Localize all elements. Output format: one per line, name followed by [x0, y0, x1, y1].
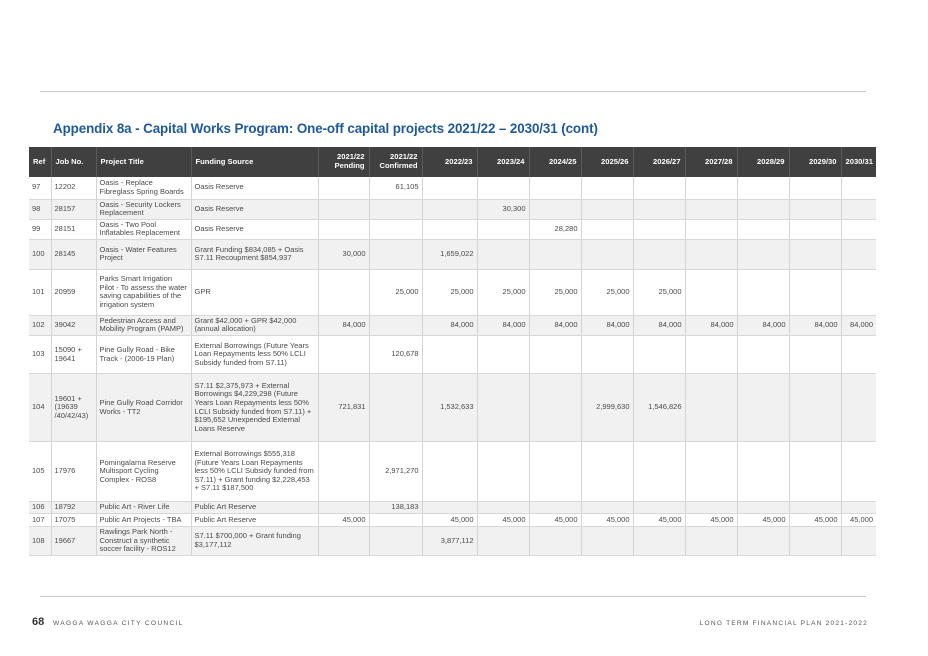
amount-cell [841, 336, 876, 374]
amount-cell: 45,000 [737, 514, 789, 527]
amount-cell [633, 219, 685, 239]
amount-cell [529, 442, 581, 502]
amount-cell [841, 239, 876, 269]
table-row [29, 514, 876, 527]
amount-cell: 1,659,022 [422, 239, 477, 269]
funding-source-cell: Grant $42,000 + GPR $42,000 (annual allocation) [191, 315, 318, 335]
ref-cell: 101 [29, 269, 51, 315]
amount-cell [318, 199, 369, 219]
amount-cell [318, 269, 369, 315]
amount-cell [737, 336, 789, 374]
project-title-cell: Public Art - River Life [96, 502, 191, 514]
amount-cell: 84,000 [685, 315, 737, 335]
amount-cell [581, 199, 633, 219]
column-header: 2030/31 [841, 147, 876, 177]
column-header: 2024/25 [529, 147, 581, 177]
column-header: 2021/22 Confirmed [369, 147, 422, 177]
amount-cell [529, 336, 581, 374]
table-row [29, 336, 876, 374]
amount-cell [633, 239, 685, 269]
project-title-cell: Public Art Projects - TBA [96, 514, 191, 527]
amount-cell: 84,000 [422, 315, 477, 335]
amount-cell [737, 269, 789, 315]
amount-cell [369, 527, 422, 556]
amount-cell: 45,000 [477, 514, 529, 527]
amount-cell [685, 527, 737, 556]
amount-cell [318, 442, 369, 502]
amount-cell: 84,000 [529, 315, 581, 335]
column-header: Project Title [96, 147, 191, 177]
amount-cell: 120,678 [369, 336, 422, 374]
amount-cell [529, 199, 581, 219]
column-header: Job No. [51, 147, 96, 177]
table-row [29, 177, 876, 199]
amount-cell: 25,000 [581, 269, 633, 315]
amount-cell [581, 177, 633, 199]
amount-cell [841, 442, 876, 502]
column-header: Ref [29, 147, 51, 177]
project-title-cell: Pedestrian Access and Mobility Program (PAMP) [96, 315, 191, 335]
project-title-cell: Pine Gully Road Corridor Works - TT2 [96, 374, 191, 442]
amount-cell [633, 336, 685, 374]
amount-cell [477, 442, 529, 502]
amount-cell [685, 177, 737, 199]
funding-source-cell: External Borrowings $555,318 (Future Years Loan Repayments less 50% LCLI Subsidy funded from S7.11) + Grant funding $2,228,453 + S7.11 $187,500 [191, 442, 318, 502]
amount-cell: 45,000 [789, 514, 841, 527]
amount-cell [477, 177, 529, 199]
amount-cell [369, 514, 422, 527]
ref-cell: 100 [29, 239, 51, 269]
amount-cell: 84,000 [737, 315, 789, 335]
amount-cell [477, 502, 529, 514]
amount-cell [789, 527, 841, 556]
amount-cell [685, 239, 737, 269]
column-header: 2027/28 [685, 147, 737, 177]
amount-cell [369, 374, 422, 442]
amount-cell [789, 199, 841, 219]
ref-cell: 104 [29, 374, 51, 442]
amount-cell [737, 527, 789, 556]
project-title-cell: Pomingalarna Reserve Multisport Cycling Complex - ROS8 [96, 442, 191, 502]
ref-cell: 97 [29, 177, 51, 199]
funding-source-cell: Grant Funding $834,085 + Oasis S7.11 Recoupment $854,937 [191, 239, 318, 269]
job-number-cell: 18792 [51, 502, 96, 514]
amount-cell [581, 219, 633, 239]
table-row [29, 374, 876, 442]
table-row [29, 239, 876, 269]
job-number-cell: 28145 [51, 239, 96, 269]
amount-cell [685, 442, 737, 502]
amount-cell [685, 219, 737, 239]
amount-cell: 25,000 [422, 269, 477, 315]
amount-cell [789, 502, 841, 514]
amount-cell [737, 239, 789, 269]
amount-cell: 3,877,112 [422, 527, 477, 556]
bottom-divider [40, 596, 866, 597]
amount-cell: 84,000 [789, 315, 841, 335]
amount-cell [477, 336, 529, 374]
project-title-cell: Oasis - Replace Fibreglass Spring Boards [96, 177, 191, 199]
amount-cell: 25,000 [477, 269, 529, 315]
column-header: Funding Source [191, 147, 318, 177]
table-row [29, 269, 876, 315]
amount-cell [633, 442, 685, 502]
footer-organisation: WAGGA WAGGA CITY COUNCIL [53, 620, 184, 627]
column-header: 2026/27 [633, 147, 685, 177]
amount-cell [422, 177, 477, 199]
funding-source-cell: GPR [191, 269, 318, 315]
amount-cell: 1,532,633 [422, 374, 477, 442]
table-row [29, 219, 876, 239]
project-title-cell: Oasis - Two Pool Inflatables Replacement [96, 219, 191, 239]
amount-cell [841, 177, 876, 199]
amount-cell: 28,280 [529, 219, 581, 239]
job-number-cell: 19667 [51, 527, 96, 556]
amount-cell: 138,183 [369, 502, 422, 514]
amount-cell: 30,000 [318, 239, 369, 269]
page-title: Appendix 8a - Capital Works Program: One-off capital projects 2021/22 – 2030/31 (cont) [53, 121, 598, 136]
capital-works-table [29, 147, 876, 556]
amount-cell [581, 442, 633, 502]
amount-cell [737, 374, 789, 442]
ref-cell: 107 [29, 514, 51, 527]
amount-cell: 25,000 [633, 269, 685, 315]
column-header: 2028/29 [737, 147, 789, 177]
job-number-cell: 28151 [51, 219, 96, 239]
amount-cell [841, 502, 876, 514]
column-header: 2021/22 Pending [318, 147, 369, 177]
footer-document-title: LONG TERM FINANCIAL PLAN 2021-2022 [699, 620, 868, 627]
amount-cell [789, 219, 841, 239]
amount-cell [841, 374, 876, 442]
amount-cell: 84,000 [318, 315, 369, 335]
amount-cell [318, 219, 369, 239]
amount-cell [737, 442, 789, 502]
table-row [29, 199, 876, 219]
table-row [29, 527, 876, 556]
amount-cell [369, 315, 422, 335]
amount-cell [841, 269, 876, 315]
amount-cell [318, 502, 369, 514]
amount-cell [529, 374, 581, 442]
amount-cell [422, 502, 477, 514]
project-title-cell: Parks Smart Irrigation Pilot - To assess the water saving capabilities of the irrigation system [96, 269, 191, 315]
funding-source-cell: S7.11 $700,000 + Grant funding $3,177,112 [191, 527, 318, 556]
amount-cell [737, 219, 789, 239]
amount-cell [581, 336, 633, 374]
amount-cell: 25,000 [529, 269, 581, 315]
funding-source-cell: Public Art Reserve [191, 514, 318, 527]
amount-cell [369, 239, 422, 269]
column-header: 2023/24 [477, 147, 529, 177]
job-number-cell: 17075 [51, 514, 96, 527]
amount-cell [422, 336, 477, 374]
amount-cell [369, 199, 422, 219]
amount-cell [422, 199, 477, 219]
amount-cell: 84,000 [477, 315, 529, 335]
amount-cell [529, 177, 581, 199]
job-number-cell: 28157 [51, 199, 96, 219]
amount-cell: 84,000 [633, 315, 685, 335]
job-number-cell: 12202 [51, 177, 96, 199]
amount-cell [422, 219, 477, 239]
amount-cell [737, 177, 789, 199]
amount-cell [737, 199, 789, 219]
funding-source-cell: External Borrowings (Future Years Loan Repayments less 50% LCLI Subsidy funded from S7.11) [191, 336, 318, 374]
table-row [29, 442, 876, 502]
amount-cell: 2,999,630 [581, 374, 633, 442]
amount-cell [529, 527, 581, 556]
amount-cell: 84,000 [841, 315, 876, 335]
amount-cell [477, 219, 529, 239]
table-row [29, 502, 876, 514]
amount-cell: 721,831 [318, 374, 369, 442]
amount-cell [369, 219, 422, 239]
ref-cell: 103 [29, 336, 51, 374]
ref-cell: 99 [29, 219, 51, 239]
amount-cell [633, 177, 685, 199]
amount-cell [633, 502, 685, 514]
amount-cell [581, 527, 633, 556]
amount-cell [685, 269, 737, 315]
project-title-cell: Pine Gully Road - Bike Track - (2006-19 Plan) [96, 336, 191, 374]
funding-source-cell: Oasis Reserve [191, 199, 318, 219]
amount-cell [477, 374, 529, 442]
funding-source-cell: S7.11 $2,375,973 + External Borrowings $4,229,298 (Future Years Loan Repayments less 50% LCLI Subsidy funded from S7.11) + $195,652 Unexpended External Loans Reserve [191, 374, 318, 442]
amount-cell [841, 199, 876, 219]
amount-cell: 30,300 [477, 199, 529, 219]
amount-cell: 45,000 [841, 514, 876, 527]
amount-cell [685, 502, 737, 514]
amount-cell [318, 177, 369, 199]
ref-cell: 98 [29, 199, 51, 219]
funding-source-cell: Oasis Reserve [191, 177, 318, 199]
amount-cell [685, 336, 737, 374]
job-number-cell: 15090 + 19641 [51, 336, 96, 374]
amount-cell: 1,546,826 [633, 374, 685, 442]
column-header: 2025/26 [581, 147, 633, 177]
column-header: 2022/23 [422, 147, 477, 177]
amount-cell [477, 239, 529, 269]
funding-source-cell: Oasis Reserve [191, 219, 318, 239]
amount-cell: 45,000 [581, 514, 633, 527]
amount-cell [841, 219, 876, 239]
table-header-row [29, 147, 876, 177]
amount-cell [789, 336, 841, 374]
amount-cell [737, 502, 789, 514]
ref-cell: 106 [29, 502, 51, 514]
amount-cell [685, 199, 737, 219]
amount-cell [633, 199, 685, 219]
amount-cell [477, 527, 529, 556]
project-title-cell: Rawlings Park North - Construct a synthetic soccer facility - ROS12 [96, 527, 191, 556]
job-number-cell: 39042 [51, 315, 96, 335]
amount-cell [685, 374, 737, 442]
amount-cell [581, 239, 633, 269]
amount-cell [789, 177, 841, 199]
job-number-cell: 20959 [51, 269, 96, 315]
amount-cell [581, 502, 633, 514]
funding-source-cell: Public Art Reserve [191, 502, 318, 514]
top-divider [40, 91, 866, 92]
project-title-cell: Oasis - Water Features Project [96, 239, 191, 269]
job-number-cell: 17976 [51, 442, 96, 502]
amount-cell [318, 527, 369, 556]
amount-cell [841, 527, 876, 556]
ref-cell: 108 [29, 527, 51, 556]
amount-cell: 45,000 [633, 514, 685, 527]
amount-cell [529, 239, 581, 269]
project-title-cell: Oasis - Security Lockers Replacement [96, 199, 191, 219]
column-header: 2029/30 [789, 147, 841, 177]
amount-cell: 45,000 [318, 514, 369, 527]
amount-cell: 61,105 [369, 177, 422, 199]
amount-cell [422, 442, 477, 502]
amount-cell: 84,000 [581, 315, 633, 335]
amount-cell [633, 527, 685, 556]
amount-cell: 45,000 [529, 514, 581, 527]
amount-cell [789, 239, 841, 269]
amount-cell [789, 442, 841, 502]
job-number-cell: 19601 + (19639 /40/42/43) [51, 374, 96, 442]
ref-cell: 105 [29, 442, 51, 502]
amount-cell: 45,000 [422, 514, 477, 527]
amount-cell: 45,000 [685, 514, 737, 527]
table-row [29, 315, 876, 335]
amount-cell [789, 374, 841, 442]
amount-cell: 25,000 [369, 269, 422, 315]
amount-cell [529, 502, 581, 514]
page-number: 68 [32, 616, 45, 628]
amount-cell [789, 269, 841, 315]
amount-cell [318, 336, 369, 374]
amount-cell: 2,971,270 [369, 442, 422, 502]
ref-cell: 102 [29, 315, 51, 335]
